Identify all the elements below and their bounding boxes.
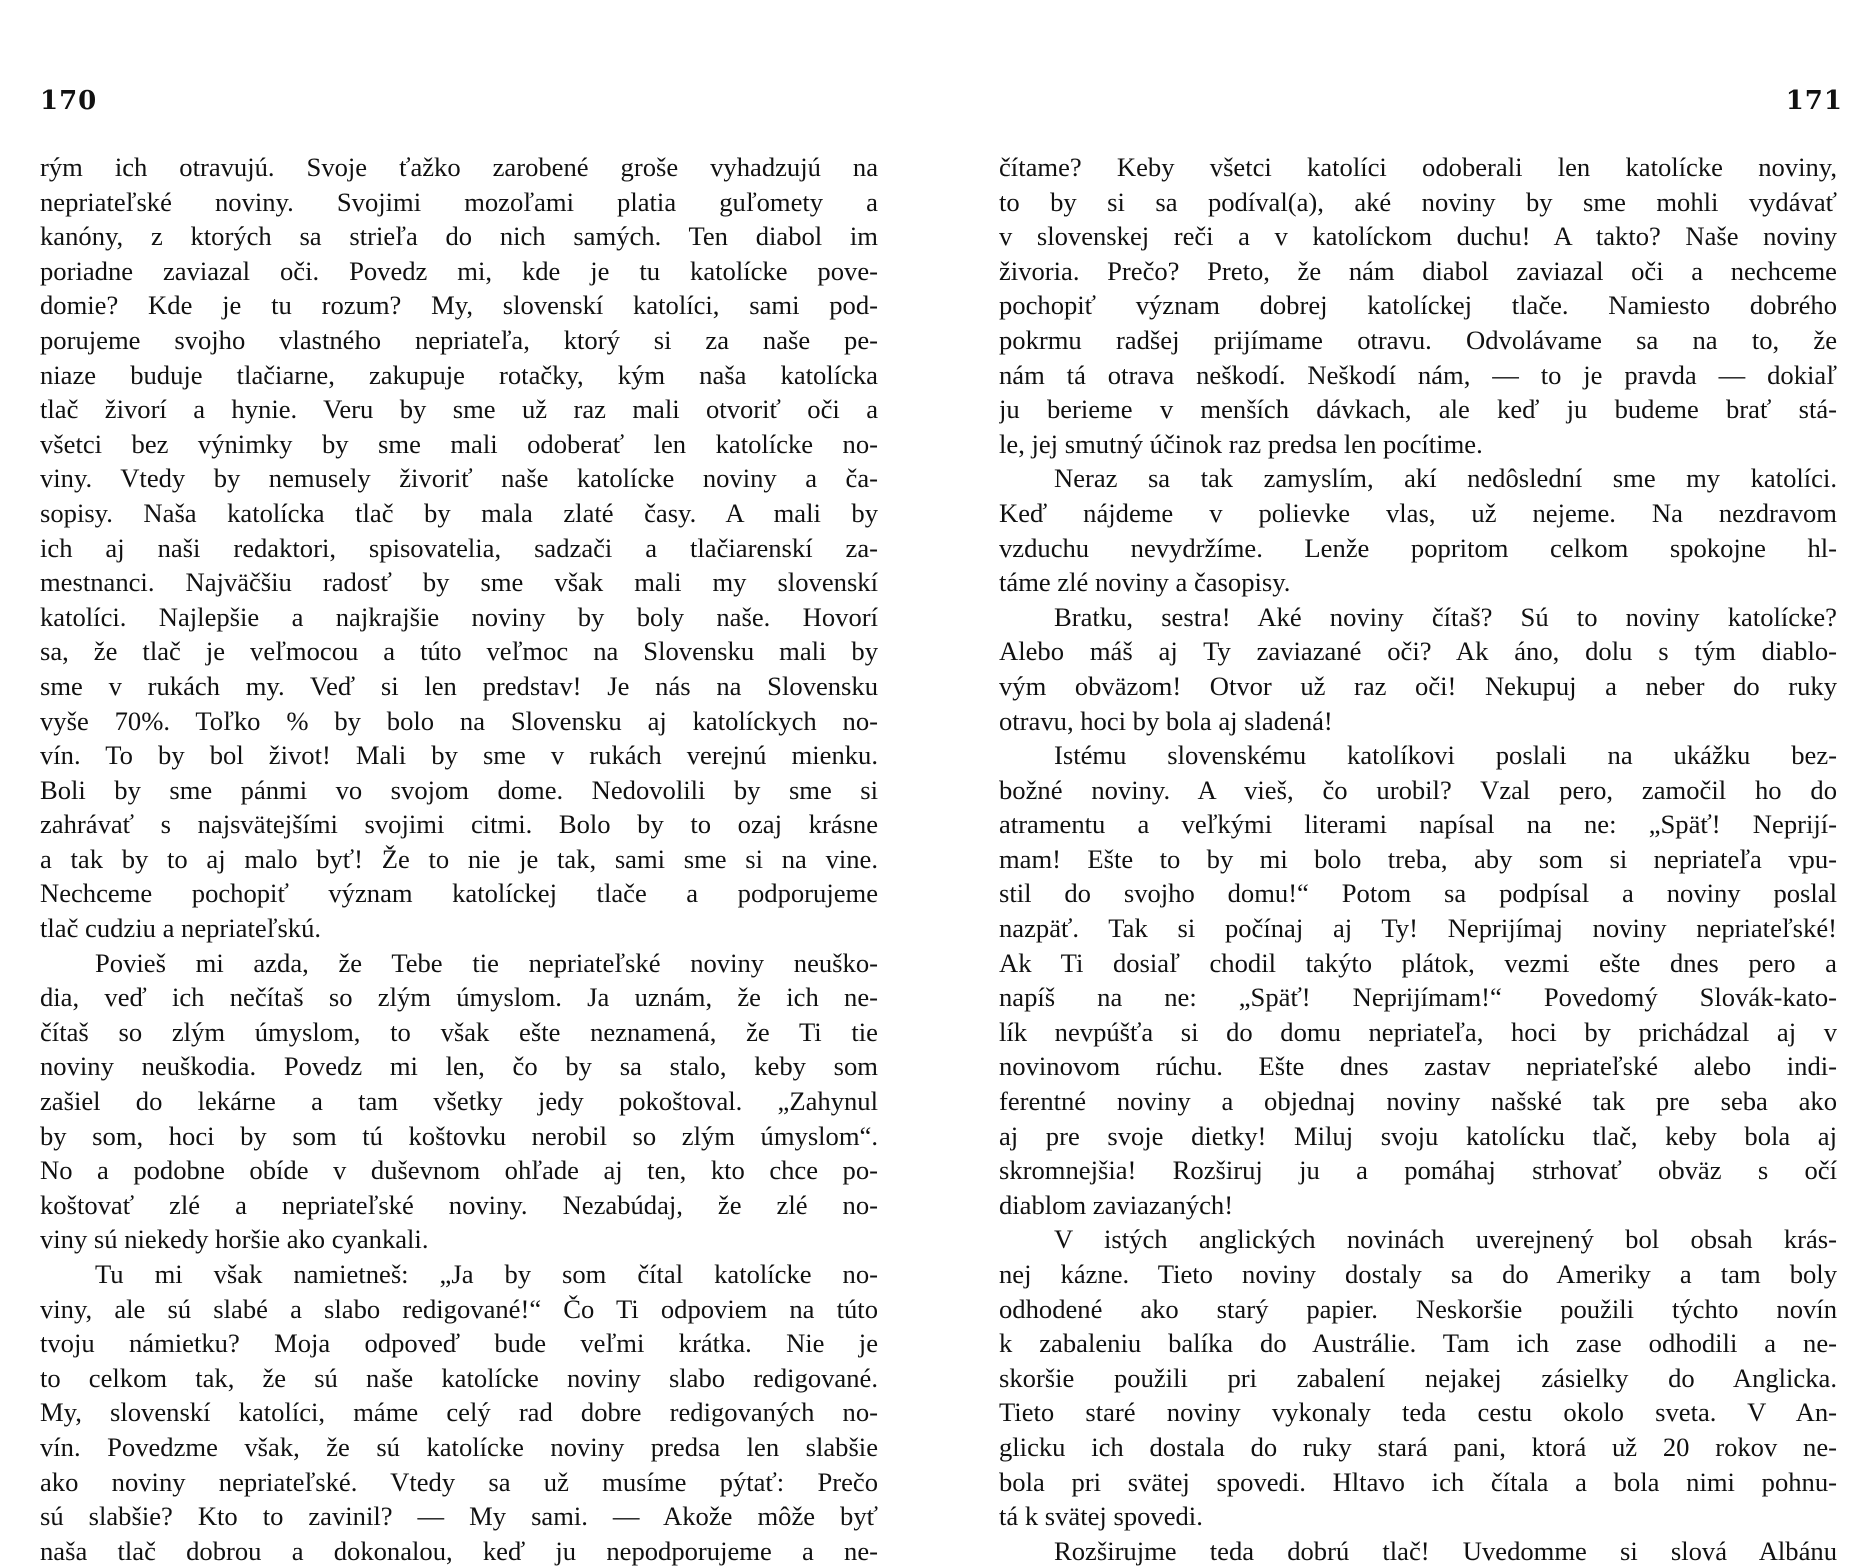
text-line: sopisy. Naša katolícka tlač by mala zlaté časy. A mali by [40,497,878,528]
text-line: porujeme svojho vlastného nepriateľa, ktorý si za naše pe- [40,324,878,355]
text-line: zašiel do lekárne a tam všetky jedy pokoštoval. „Zahynul [40,1086,878,1117]
text-line: to by si sa podíval(a), aké noviny by sme mohli vydávať [999,186,1837,217]
text-line: mestnanci. Najväčšiu radosť by sme však mali my slovenskí [40,567,878,598]
text-line: božné noviny. A vieš, čo urobil? Vzal pero, zamočil ho do [999,774,1837,805]
text-line: Neraz sa tak zamyslím, akí nedôslední sme my katolíci. [1054,463,1837,494]
text-line: Istému slovenskému katolíkovi poslali na ukážku bez- [1054,740,1837,771]
text-line: Bratku, sestra! Aké noviny čítaš? Sú to noviny katolícke? [1054,601,1837,632]
text-line: My, slovenskí katolíci, máme celý rad dobre redigovaných no- [40,1397,878,1428]
text-line: V istých anglických novinách uverejnený bol obsah krás- [1054,1224,1837,1255]
right-page [931,0,1862,1566]
text-line: napíš na ne: „Späť! Neprijímam!“ Povedomý Slovák-kato- [999,982,1837,1013]
text-line: Boli by sme pánmi vo svojom dome. Nedovolili by sme si [40,774,878,805]
text-line: a tak by to aj malo byť! Že to nie je tak, sami sme si na vine. [40,843,878,874]
text-line: katolíci. Najlepšie a najkrajšie noviny by boly naše. Hovorí [40,601,878,632]
text-line: bola pri svätej spovedi. Hltavo ich čítala a bola nimi pohnu- [999,1466,1837,1497]
text-line: Nechceme pochopiť význam katolíckej tlače a podporujeme [40,878,878,909]
text-line: čítaš so zlým úmyslom, to však ešte neznamená, že Ti tie [40,1016,878,1047]
text-line: sa, že tlač je veľmocou a túto veľmoc na Slovensku mali by [40,636,878,667]
text-line: tvoju námietku? Moja odpoveď bude veľmi krátka. Nie je [40,1328,878,1359]
text-line: ju berieme v menších dávkach, ale keď ju budeme brať stá- [999,394,1837,425]
text-line: by som, hoci by som tú koštovku nerobil so zlým úmyslom“. [40,1120,878,1151]
text-line: otravu, hoci by bola aj sladená! [999,705,1333,736]
text-line: Alebo máš aj Ty zaviazané oči? Ak áno, dolu s tým diablo- [999,636,1837,667]
text-line: Ak Ti dosiaľ chodil takýto plátok, vezmi ešte dnes pero a [999,947,1837,978]
text-line: všetci bez výnimky by sme mali odoberať len katolícke no- [40,428,878,459]
text-line: pokrmu radšej prijímame otravu. Odvolávame sa na to, že [999,324,1837,355]
text-line: skoršie použili pri zabalení nejakej zásielky do Anglicka. [999,1362,1837,1393]
text-line: odhodené ako starý papier. Neskoršie použili týchto novín [999,1293,1837,1324]
text-line: viny. Vtedy by nemusely živoriť naše katolícke noviny a ča- [40,463,878,494]
left-page [0,0,931,1566]
text-line: skromnejšia! Rozširuj ju a pomáhaj strhovať obväz s očí [999,1155,1837,1186]
right-page-text [999,150,1837,1568]
right-page-number: 171 [1785,86,1843,116]
text-line: No a podobne obíde v duševnom ohľade aj ten, kto chce po- [40,1155,878,1186]
text-line: sme v rukách my. Veď si len predstav! Je nás na Slovensku [40,670,878,701]
text-line: mam! Ešte to by mi bolo treba, aby som si nepriateľa vpu- [999,843,1837,874]
text-line: viny sú niekedy horšie ako cyankali. [40,1224,429,1255]
text-line: táme zlé noviny a časopisy. [999,567,1291,598]
left-page-number: 170 [40,86,98,116]
left-page-text [40,150,878,1568]
text-line: viny, ale sú slabé a slabo redigované!“ Čo Ti odpoviem na túto [40,1293,878,1324]
text-line: domie? Kde je tu rozum? My, slovenskí katolíci, sami pod- [40,290,878,321]
text-line: k zabaleniu balíka do Austrálie. Tam ich zase odhodili a ne- [999,1328,1837,1359]
text-line: nazpäť. Tak si počínaj aj Ty! Neprijímaj noviny nepriateľské! [999,913,1837,944]
text-line: Tieto staré noviny vykonaly teda cestu okolo sveta. V An- [999,1397,1837,1428]
text-line: živoria. Prečo? Preto, že nám diabol zaviazal oči a nechceme [999,255,1837,286]
text-line: nej kázne. Tieto noviny dostaly sa do Ameriky a tam boly [999,1259,1837,1289]
text-line: rým ich otravujú. Svoje ťažko zarobené groše vyhadzujú na [40,152,878,182]
text-line: Keď nájdeme v polievke vlas, už nejeme. Na nezdravom [999,497,1837,528]
text-line: kanóny, z ktorých sa strieľa do nich samých. Ten diabol im [40,221,878,252]
text-line: tlač živorí a hynie. Veru by sme už raz mali otvoriť oči a [40,394,878,425]
text-line: v slovenskej reči a v katolíckom duchu! A takto? Naše noviny [999,221,1837,252]
text-line: vzduchu nevydržíme. Lenže popritom celkom spokojne hl- [999,532,1837,563]
text-line: nepriateľské noviny. Svojimi mozoľami platia guľomety a [40,186,878,217]
text-line: le, jej smutný účinok raz predsa len pocítime. [999,428,1483,459]
text-line: nám tá otrava neškodí. Neškodí nám, — to je pravda — dokiaľ [999,359,1837,390]
text-line: ako noviny nepriateľské. Vtedy sa už musíme pýtať: Prečo [40,1466,878,1497]
text-line: tlač cudziu a nepriateľskú. [40,913,322,944]
text-line: koštovať zlé a nepriateľské noviny. Nezabúdaj, že zlé no- [40,1189,878,1220]
text-line: Tu mi však namietneš: „Ja by som čítal katolícke no- [95,1259,878,1289]
text-line: diablom zaviazaných! [999,1189,1234,1220]
text-line: zahrávať s najsvätejšími svojimi citmi. Bolo by to ozaj krásne [40,809,878,840]
text-line: to celkom tak, že sú naše katolícke noviny slabo redigované. [40,1362,878,1393]
text-line: vyše 70%. Toľko % by bolo na Slovensku aj katolíckych no- [40,705,878,736]
text-line: vín. Povedzme však, že sú katolícke noviny predsa len slabšie [40,1431,878,1462]
text-line: ferentné noviny a objednaj noviny našské tak pre seba ako [999,1086,1837,1117]
text-line: aj pre svoje dietky! Miluj svoju katolícku tlač, keby bola aj [999,1120,1837,1151]
text-line: glicku ich dostala do ruky stará pani, ktorá už 20 rokov ne- [999,1431,1837,1462]
text-line: sú slabšie? Kto to zavinil? — My sami. — Akože môže byť [40,1501,878,1532]
text-line: vín. To by bol život! Mali by sme v rukách verejnú mienku. [40,740,878,771]
text-line: poriadne zaviazal oči. Povedz mi, kde je tu katolícke pove- [40,255,878,286]
text-line: tá k svätej spovedi. [999,1501,1203,1532]
text-line: niaze buduje tlačiarne, zakupuje rotačky, kým naša katolícka [40,359,878,390]
text-line: stil do svojho domu!“ Potom sa podpísal a noviny poslal [999,878,1837,909]
text-line: novinovom rúchu. Ešte dnes zastav nepriateľské alebo indi- [999,1051,1837,1082]
text-line: pochopiť význam dobrej katolíckej tlače. Namiesto dobrého [999,290,1837,321]
text-line: Povieš mi azda, že Tebe tie nepriateľské noviny neuško- [95,947,878,978]
text-line: vým obväzom! Otvor už raz oči! Nekupuj a neber do ruky [999,670,1837,701]
text-line: dia, veď ich nečítaš so zlým úmyslom. Ja uznám, že ich ne- [40,982,878,1013]
text-line: Rozširujme teda dobrú tlač! Uvedomme si slová Albánu [1054,1535,1837,1566]
text-line: noviny neuškodia. Povedz mi len, čo by sa stalo, keby som [40,1051,878,1082]
text-line: lík nevpúšťa si do domu nepriateľa, hoci by prichádzal aj v [999,1016,1837,1047]
text-line: čítame? Keby všetci katolíci odoberali len katolícke noviny, [999,152,1837,182]
text-line: ich aj naši redaktori, spisovatelia, sadzači a tlačiarenskí za- [40,532,878,563]
text-line: naša tlač dobrou a dokonalou, keď ju nepodporujeme a ne- [40,1535,878,1566]
text-line: atramentu a veľkými literami napísal na ne: „Späť! Neprijí- [999,809,1837,840]
